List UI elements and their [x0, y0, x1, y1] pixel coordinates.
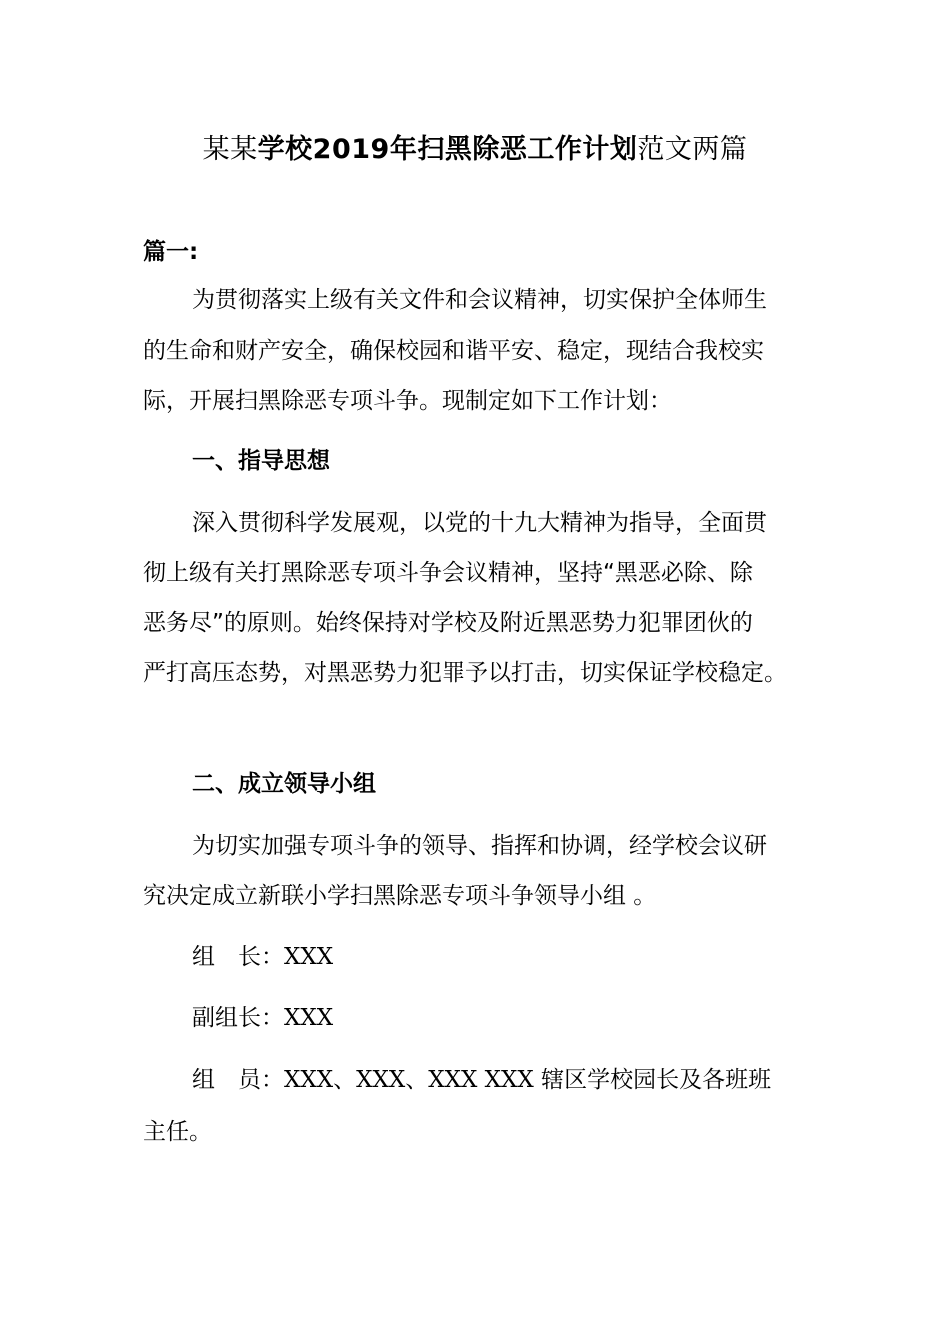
leader-label: 组 长：	[192, 944, 284, 970]
members-value: XXX、XXX、XXX XXX	[284, 1067, 534, 1093]
deputy-row	[192, 1002, 852, 1034]
title-suffix: 范文两篇	[637, 134, 748, 165]
section1-heading: 一、指导思想	[192, 448, 330, 474]
section1-line-4: 严打高压态势，对黑恶势力犯罪予以打击，切实保证学校稳定。	[143, 660, 787, 686]
part-label: 篇一:	[143, 239, 199, 265]
section2-line-1: 为切实加强专项斗争的领导、指挥和协调，经学校会议研	[192, 833, 767, 859]
members-label: 组 员：	[192, 1067, 284, 1093]
section1-line-2: 彻上级有关打黑除恶专项斗争会议精神，坚持“黑恶必除、除	[143, 560, 753, 586]
title-prefix: 某某	[202, 134, 258, 165]
section1-line-1: 深入贯彻科学发展观，以党的十九大精神为指导，全面贯	[192, 510, 767, 536]
members-row	[192, 1064, 852, 1096]
members-rest: 辖区学校园长及各班班	[533, 1067, 772, 1093]
deputy-label: 副组长：	[192, 1005, 284, 1031]
leader-row	[192, 941, 852, 973]
section2-line-2: 究决定成立新联小学扫黑除恶专项斗争领导小组 。	[143, 883, 657, 909]
title-main: 学校2019年扫黑除恶工作计划	[257, 134, 638, 165]
intro-line-3: 际，开展扫黑除恶专项斗争。现制定如下工作计划：	[143, 388, 672, 414]
document-title	[0, 130, 950, 170]
deputy-value: XXX	[284, 1005, 334, 1031]
section2-heading: 二、成立领导小组	[192, 771, 376, 797]
intro-line-2: 的生命和财产安全，确保校园和谐平安、稳定，现结合我校实	[143, 338, 764, 364]
members-line-2: 主任。	[143, 1119, 212, 1145]
intro-line-1: 为贯彻落实上级有关文件和会议精神，切实保护全体师生	[192, 287, 767, 313]
section1-line-3: 恶务尽”的原则。始终保持对学校及附近黑恶势力犯罪团伙的	[143, 610, 753, 636]
leader-value: XXX	[284, 944, 334, 970]
